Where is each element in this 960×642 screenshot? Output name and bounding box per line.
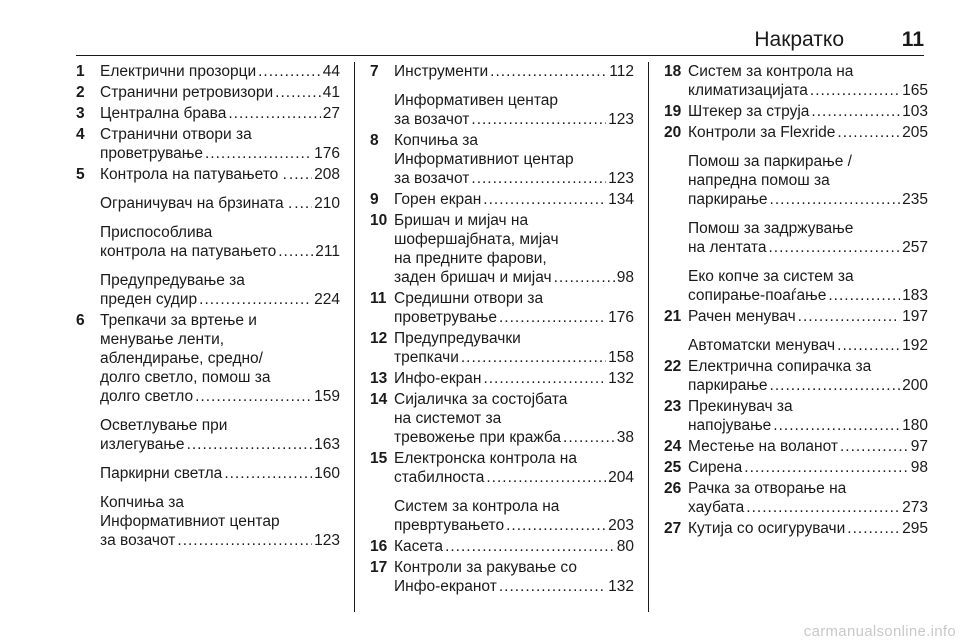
entry-final-line bbox=[688, 519, 928, 538]
page-reference: 163 bbox=[314, 436, 340, 453]
entry-text-line: Инфо-екран bbox=[394, 370, 482, 387]
dot-leader bbox=[258, 62, 321, 81]
column-divider bbox=[354, 62, 355, 612]
entry-text-line: Трепкачи за вртење и bbox=[100, 312, 257, 329]
dot-leader bbox=[461, 348, 606, 367]
entry-text-line: Бришач и мијач на bbox=[394, 212, 529, 229]
index-entry bbox=[76, 223, 340, 261]
entry-number: 24 bbox=[664, 438, 682, 455]
entry-text-line: Странични отвори за bbox=[100, 126, 252, 143]
page-reference: 204 bbox=[608, 469, 634, 486]
index-entry bbox=[76, 311, 340, 406]
entry-final-line bbox=[688, 123, 928, 142]
dot-leader bbox=[195, 387, 312, 406]
entry-final-line bbox=[688, 81, 928, 100]
index-entry bbox=[664, 152, 928, 209]
entry-text-line: Централна брава bbox=[100, 105, 227, 122]
dot-leader bbox=[770, 190, 901, 209]
entry-text-line: Помош за задржување bbox=[688, 220, 854, 237]
entry-text-line: Еко копче за систем за bbox=[688, 268, 854, 285]
page-reference: 98 bbox=[616, 269, 634, 286]
entry-text-line: Средишни отвори за bbox=[394, 290, 544, 307]
entry-final-line bbox=[688, 307, 928, 326]
entry-text-line: Горен екран bbox=[394, 191, 482, 208]
entry-text-line: Систем за контрола на bbox=[688, 63, 854, 80]
index-entry bbox=[76, 83, 340, 102]
entry-text-line: долго светло, помош за bbox=[100, 369, 271, 386]
index-entry bbox=[664, 357, 928, 395]
entry-final-line bbox=[688, 376, 928, 395]
entry-text-line: излегување bbox=[100, 436, 185, 453]
entry-text-line: Касета bbox=[394, 538, 444, 555]
entry-text-line: Автоматски менувач bbox=[688, 337, 836, 354]
index-entry bbox=[370, 190, 634, 209]
dot-leader bbox=[554, 268, 615, 287]
index-entry bbox=[76, 165, 340, 184]
entry-text-line: шофершајбната, мијач bbox=[394, 231, 559, 248]
page-reference: 132 bbox=[608, 578, 634, 595]
entry-number: 14 bbox=[370, 391, 388, 408]
page-reference: 123 bbox=[314, 532, 340, 549]
page-number: 11 bbox=[901, 28, 924, 51]
entry-final-line bbox=[100, 165, 340, 184]
index-entry bbox=[370, 62, 634, 81]
page-reference: 165 bbox=[902, 82, 928, 99]
dot-leader bbox=[289, 165, 312, 184]
index-entry bbox=[370, 91, 634, 129]
page-reference: 112 bbox=[609, 63, 634, 80]
index-entry bbox=[664, 267, 928, 305]
entry-text-line: превртувањето bbox=[394, 517, 505, 534]
index-column-2 bbox=[370, 62, 634, 596]
entry-final-line bbox=[688, 416, 928, 435]
entry-final-line bbox=[394, 369, 634, 388]
entry-final-line bbox=[100, 464, 340, 483]
dot-leader bbox=[840, 437, 909, 456]
index-entry bbox=[370, 369, 634, 388]
index-entry bbox=[370, 537, 634, 556]
page-reference: 208 bbox=[314, 166, 340, 183]
entry-text-line: Инструменти bbox=[394, 63, 489, 80]
dot-leader bbox=[746, 498, 900, 517]
entry-final-line bbox=[394, 428, 634, 447]
entry-number: 18 bbox=[664, 63, 682, 80]
index-entry bbox=[664, 397, 928, 435]
page-reference: 41 bbox=[322, 84, 340, 101]
dot-leader bbox=[768, 238, 900, 257]
index-entry bbox=[664, 519, 928, 538]
page-reference: 97 bbox=[910, 438, 928, 455]
dot-leader bbox=[483, 190, 606, 209]
page-reference: 123 bbox=[608, 111, 634, 128]
entry-text-line: Рачка за отворање на bbox=[688, 480, 847, 497]
page-reference: 38 bbox=[616, 429, 634, 446]
entry-text-line: Рачен менувач bbox=[688, 308, 796, 325]
entry-final-line bbox=[394, 577, 634, 596]
entry-number: 10 bbox=[370, 212, 388, 229]
page-reference: 132 bbox=[608, 370, 634, 387]
dot-leader bbox=[224, 464, 312, 483]
entry-final-line bbox=[100, 144, 340, 163]
entry-text-line: Контроли за Flexride bbox=[688, 124, 836, 141]
entry-number: 2 bbox=[76, 84, 85, 101]
index-entry bbox=[664, 437, 928, 456]
entry-text-line: Кутија со осигурувачи bbox=[688, 520, 846, 537]
entry-number: 21 bbox=[664, 308, 682, 325]
entry-number: 4 bbox=[76, 126, 85, 143]
index-entry bbox=[76, 416, 340, 454]
entry-text-line: заден бришач и мијач bbox=[394, 269, 552, 286]
index-entry bbox=[76, 464, 340, 483]
page-reference: 134 bbox=[608, 191, 634, 208]
index-entry bbox=[664, 479, 928, 517]
entry-final-line bbox=[688, 190, 928, 209]
entry-text-line: Осветлување при bbox=[100, 417, 228, 434]
entry-text-line: Приспособлива bbox=[100, 224, 213, 241]
page-reference: 273 bbox=[902, 499, 928, 516]
entry-text-line: за возачот bbox=[394, 111, 470, 128]
entry-text-line: сопирање-поаѓање bbox=[688, 287, 827, 304]
entry-final-line bbox=[688, 458, 928, 477]
dot-leader bbox=[294, 194, 312, 213]
index-entry bbox=[664, 62, 928, 100]
page-reference: 103 bbox=[902, 103, 928, 120]
entry-number: 23 bbox=[664, 398, 682, 415]
entry-number: 5 bbox=[76, 166, 85, 183]
entry-text-line: Помош за паркирање / bbox=[688, 153, 852, 170]
entry-final-line bbox=[394, 110, 634, 129]
page-reference: 180 bbox=[902, 417, 928, 434]
index-column-1 bbox=[76, 62, 340, 550]
entry-text-line: Странични ретровизори bbox=[100, 84, 274, 101]
dot-leader bbox=[486, 468, 606, 487]
entry-final-line bbox=[688, 437, 928, 456]
entry-text-line: трепкачи bbox=[394, 349, 459, 366]
entry-final-line bbox=[100, 104, 340, 123]
page-reference: 183 bbox=[902, 287, 928, 304]
entry-text-line: Сијаличка за состојбата bbox=[394, 391, 568, 408]
dot-leader bbox=[837, 123, 900, 142]
dot-leader bbox=[798, 307, 900, 326]
entry-number: 1 bbox=[76, 63, 85, 80]
entry-text-line: Сирена bbox=[688, 459, 743, 476]
entry-final-line bbox=[394, 190, 634, 209]
dot-leader bbox=[828, 286, 900, 305]
entry-text-line: Копчиња за bbox=[394, 132, 479, 149]
entry-text-line: за возачот bbox=[394, 170, 470, 187]
entry-number: 25 bbox=[664, 459, 682, 476]
entry-text-line: на предните фарови, bbox=[394, 250, 547, 267]
entry-number: 20 bbox=[664, 124, 682, 141]
entry-text-line: преден судир bbox=[100, 291, 198, 308]
index-entry bbox=[76, 125, 340, 163]
entry-text-line: Ограничувач на брзината . bbox=[100, 195, 293, 212]
entry-text-line: Информативниот центар bbox=[394, 151, 574, 168]
entry-number: 16 bbox=[370, 538, 388, 555]
entry-final-line bbox=[100, 242, 340, 261]
entry-text-line: Местење на воланот bbox=[688, 438, 838, 455]
entry-final-line bbox=[100, 194, 340, 213]
page-reference: 27 bbox=[322, 105, 340, 122]
page-reference: 257 bbox=[902, 239, 928, 256]
page-reference: 160 bbox=[314, 465, 340, 482]
entry-number: 12 bbox=[370, 330, 388, 347]
entry-text-line: аблендирање, средно/ bbox=[100, 350, 263, 367]
index-entry bbox=[370, 497, 634, 535]
entry-text-line: проветрување bbox=[394, 309, 497, 326]
dot-leader bbox=[837, 336, 900, 355]
index-entry bbox=[370, 289, 634, 327]
dot-leader bbox=[278, 242, 313, 261]
dot-leader bbox=[810, 81, 900, 100]
index-entry bbox=[664, 458, 928, 477]
page-title: Накратко bbox=[754, 28, 844, 51]
entry-number: 13 bbox=[370, 370, 388, 387]
entry-text-line: долго светло bbox=[100, 388, 194, 405]
entry-number: 15 bbox=[370, 450, 388, 467]
dot-leader bbox=[471, 169, 606, 188]
page-reference: 224 bbox=[314, 291, 340, 308]
entry-number: 27 bbox=[664, 520, 682, 537]
entry-text-line: Контроли за ракување со bbox=[394, 559, 577, 576]
page-header bbox=[76, 26, 924, 54]
page-reference: 203 bbox=[608, 517, 634, 534]
dot-leader bbox=[773, 416, 900, 435]
dot-leader bbox=[471, 110, 606, 129]
entry-text-line: Електрични прозорци bbox=[100, 63, 257, 80]
entry-text-line: Контрола на патувањето . bbox=[100, 166, 287, 183]
entry-text-line: Прекинувач за bbox=[688, 398, 793, 415]
page-reference: 44 bbox=[322, 63, 340, 80]
entry-final-line bbox=[394, 308, 634, 327]
entry-text-line: Штекер за струја bbox=[688, 103, 810, 120]
entry-text-line: паркирање bbox=[688, 191, 768, 208]
entry-final-line bbox=[688, 498, 928, 517]
dot-leader bbox=[445, 537, 615, 556]
entry-number: 26 bbox=[664, 480, 682, 497]
entry-text-line: паркирање bbox=[688, 377, 768, 394]
page-reference: 205 bbox=[902, 124, 928, 141]
page-reference: 176 bbox=[314, 145, 340, 162]
index-entry bbox=[76, 194, 340, 213]
entry-text-line: хаубата bbox=[688, 499, 745, 516]
page-reference: 295 bbox=[902, 520, 928, 537]
page-reference: 123 bbox=[608, 170, 634, 187]
page-reference: 192 bbox=[902, 337, 928, 354]
page-reference: 235 bbox=[902, 191, 928, 208]
entry-text-line: менување ленти, bbox=[100, 331, 225, 348]
page-reference: 159 bbox=[314, 388, 340, 405]
entry-final-line bbox=[100, 387, 340, 406]
entry-final-line bbox=[394, 516, 634, 535]
dot-leader bbox=[499, 577, 606, 596]
entry-final-line bbox=[688, 336, 928, 355]
entry-final-line bbox=[100, 290, 340, 309]
entry-final-line bbox=[688, 238, 928, 257]
entry-final-line bbox=[394, 348, 634, 367]
entry-text-line: контрола на патувањето bbox=[100, 243, 277, 260]
dot-leader bbox=[490, 62, 607, 81]
entry-final-line bbox=[394, 169, 634, 188]
index-entry bbox=[76, 271, 340, 309]
page-reference: 197 bbox=[902, 308, 928, 325]
entry-final-line bbox=[100, 531, 340, 550]
entry-text-line: Предупредувачки bbox=[394, 330, 521, 347]
entry-number: 6 bbox=[76, 312, 85, 329]
entry-final-line bbox=[100, 435, 340, 454]
entry-number: 17 bbox=[370, 559, 388, 576]
entry-final-line bbox=[394, 537, 634, 556]
index-entry bbox=[370, 211, 634, 287]
entry-text-line: проветрување bbox=[100, 145, 203, 162]
dot-leader bbox=[275, 83, 321, 102]
entry-text-line: Електронска контрола на bbox=[394, 450, 577, 467]
entry-text-line: Електрична сопирачка за bbox=[688, 358, 872, 375]
entry-text-line: тревожење при кражба bbox=[394, 429, 562, 446]
entry-text-line: стабилноста bbox=[394, 469, 485, 486]
index-entry bbox=[664, 336, 928, 355]
dot-leader bbox=[847, 519, 900, 538]
page-reference: 200 bbox=[902, 377, 928, 394]
dot-leader bbox=[563, 428, 615, 447]
entry-text-line: за возачот bbox=[100, 532, 176, 549]
entry-text-line: климатизацијата bbox=[688, 82, 808, 99]
index-entry bbox=[664, 307, 928, 326]
header-divider bbox=[76, 55, 924, 56]
index-entry bbox=[370, 329, 634, 367]
dot-leader bbox=[499, 308, 606, 327]
entry-number: 9 bbox=[370, 191, 379, 208]
page-reference: 158 bbox=[608, 349, 634, 366]
page-reference: 210 bbox=[314, 195, 340, 212]
page-reference: 98 bbox=[910, 459, 928, 476]
entry-number: 22 bbox=[664, 358, 682, 375]
entry-final-line bbox=[394, 268, 634, 287]
dot-leader bbox=[228, 104, 320, 123]
entry-number: 19 bbox=[664, 103, 682, 120]
dot-leader bbox=[770, 376, 901, 395]
page-reference: 80 bbox=[616, 538, 634, 555]
dot-leader bbox=[483, 369, 606, 388]
index-entry bbox=[76, 104, 340, 123]
index-entry bbox=[664, 102, 928, 121]
index-entry bbox=[76, 493, 340, 550]
entry-text-line: Предупредување за bbox=[100, 272, 245, 289]
entry-text-line: на системот за bbox=[394, 410, 502, 427]
entry-final-line bbox=[394, 468, 634, 487]
dot-leader bbox=[811, 102, 900, 121]
entry-final-line bbox=[688, 102, 928, 121]
entry-text-line: на лентата bbox=[688, 239, 767, 256]
column-divider bbox=[648, 62, 649, 612]
entry-text-line: Информативен центар bbox=[394, 92, 558, 109]
entry-text-line: Паркирни светла bbox=[100, 465, 223, 482]
index-entry bbox=[370, 131, 634, 188]
entry-number: 3 bbox=[76, 105, 85, 122]
dot-leader bbox=[506, 516, 606, 535]
entry-text-line: Систем за контрола на bbox=[394, 498, 560, 515]
dot-leader bbox=[205, 144, 312, 163]
entry-text-line: Копчиња за bbox=[100, 494, 185, 511]
dot-leader bbox=[744, 458, 908, 477]
entry-text-line: напредна помош за bbox=[688, 172, 830, 189]
entry-text-line: Инфо-екранот bbox=[394, 578, 497, 595]
index-entry bbox=[664, 123, 928, 142]
entry-number: 8 bbox=[370, 132, 379, 149]
entry-final-line bbox=[100, 83, 340, 102]
index-entry bbox=[370, 449, 634, 487]
entry-text-line: напојување bbox=[688, 417, 772, 434]
index-entry bbox=[76, 62, 340, 81]
dot-leader bbox=[177, 531, 312, 550]
entry-number: 7 bbox=[370, 63, 379, 80]
dot-leader bbox=[187, 435, 313, 454]
entry-number: 11 bbox=[370, 290, 387, 307]
entry-final-line bbox=[100, 62, 340, 81]
dot-leader bbox=[199, 290, 312, 309]
entry-final-line bbox=[394, 62, 634, 81]
page-reference: 211 bbox=[315, 243, 340, 260]
page-reference: 176 bbox=[608, 309, 634, 326]
entry-text-line: Информативниот центар bbox=[100, 513, 280, 530]
index-entry bbox=[664, 219, 928, 257]
index-column-3 bbox=[664, 62, 928, 538]
entry-final-line bbox=[688, 286, 928, 305]
watermark: carmanualsonline.info bbox=[803, 623, 956, 640]
index-entry bbox=[370, 390, 634, 447]
index-entry bbox=[370, 558, 634, 596]
